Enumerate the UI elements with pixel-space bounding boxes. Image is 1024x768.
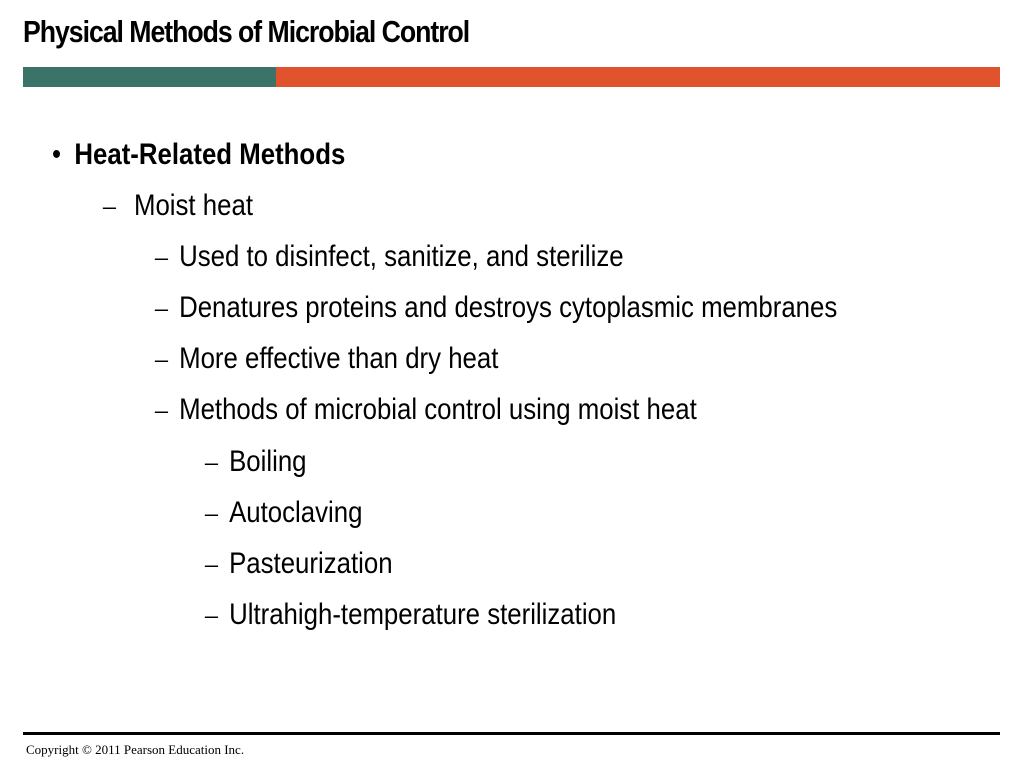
dash-marker: – [205,598,218,631]
list-item-text: Pasteurization [229,547,393,580]
dash-marker: – [155,342,168,375]
list-item [155,237,624,277]
title-accent-bar-orange [276,67,1000,87]
list-item-text: Ultrahigh-temperature sterilization [229,598,617,631]
list-item-text: Heat-Related Methods [74,138,346,171]
title-accent-bar-teal [23,67,276,87]
list-item [155,288,837,328]
dash-marker: – [205,445,218,478]
list-item-text: Moist heat [133,189,253,222]
list-item [103,186,253,226]
dash-marker: – [155,291,168,324]
list-item-text: More effective than dry heat [179,342,499,375]
list-item [205,544,393,584]
copyright-footer: Copyright © 2011 Pearson Education Inc. [26,742,245,757]
dash-marker: – [205,496,218,529]
dash-marker: – [103,189,116,222]
list-item [52,135,345,175]
dash-marker: – [155,240,168,273]
list-item-text: Denatures proteins and destroys cytoplasmic membranes [179,291,838,324]
footer-divider [23,732,1000,735]
list-item-text: Autoclaving [229,496,363,529]
list-item [205,595,616,635]
list-item [205,493,362,533]
bullet-marker: • [52,138,62,171]
list-item-text: Methods of microbial control using moist heat [179,393,697,426]
list-item-text: Used to disinfect, sanitize, and sterilize [179,240,624,273]
dash-marker: – [155,393,168,426]
slide-title: Physical Methods of Microbial Control [23,14,470,49]
list-item [205,442,307,482]
list-item [155,339,498,379]
list-item [155,390,697,430]
list-item-text: Boiling [229,445,307,478]
dash-marker: – [205,547,218,580]
